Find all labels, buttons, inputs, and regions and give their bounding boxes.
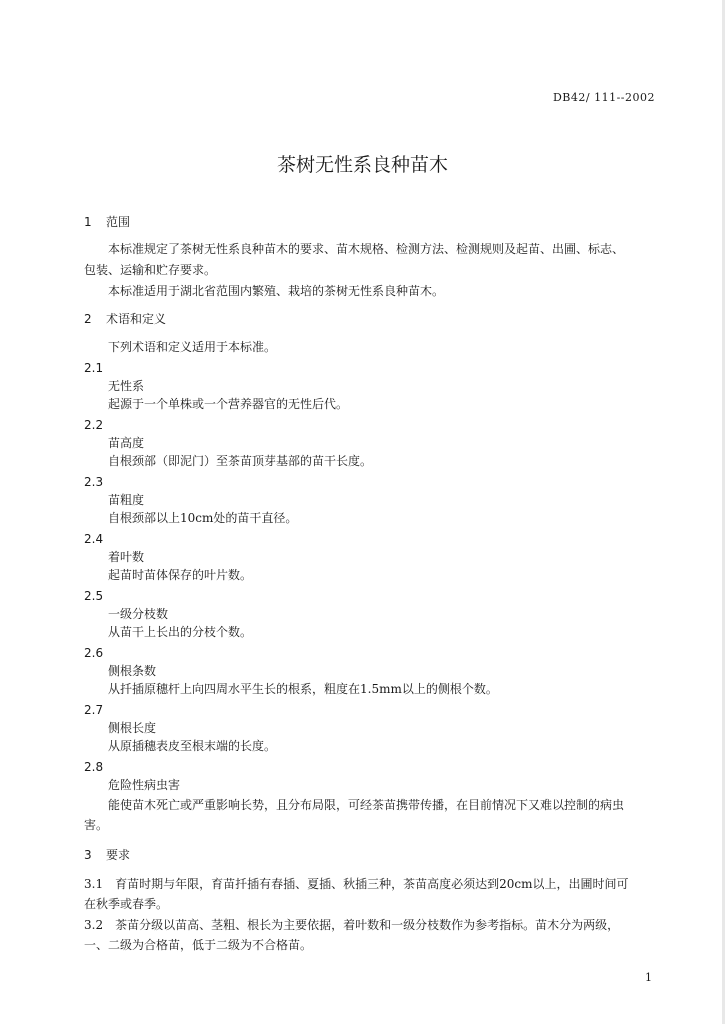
term-number: 2.4: [84, 532, 104, 546]
section-title: 范围: [106, 215, 131, 229]
term-number: 2.1: [84, 361, 104, 375]
section-title: 术语和定义: [106, 312, 167, 326]
requirement-line: 一、二级为合格苗，低于二级为不合格苗。: [84, 938, 313, 952]
term-definition: 能使苗木死亡或严重影响长势，且分布局限，可经茶苗携带传播，在目前情况下又难以控制的病虫: [108, 798, 625, 812]
term-name: 无性系: [108, 379, 145, 393]
paragraph-line: 本标准适用于湖北省范围内繁殖、栽培的茶树无性系良种苗木。: [108, 284, 445, 298]
term-name: 苗粗度: [108, 493, 145, 507]
requirement-line: 3.2 茶苗分级以苗高、茎粗、根长为主要依据，着叶数和一级分枝数作为参考指标。苗木分为两级，: [84, 918, 620, 932]
section-title: 要求: [106, 848, 131, 862]
section-2-heading: [84, 311, 166, 328]
term-number: 2.8: [84, 760, 104, 774]
term-definition: 从扦插原穗杆上向四周水平生长的根系，粗度在1.5mm以上的侧根个数。: [108, 682, 498, 696]
term-name: 侧根长度: [108, 721, 157, 735]
section-number: 1: [84, 215, 92, 229]
term-name: 侧根条数: [108, 664, 157, 678]
term-number: 2.5: [84, 589, 104, 603]
term-name: 一级分枝数: [108, 607, 169, 621]
term-name: 着叶数: [108, 550, 145, 564]
section-1-heading: [84, 214, 130, 231]
term-definition: 起源于一个单株或一个营养器官的无性后代。: [108, 397, 349, 411]
section-number: 3: [84, 848, 92, 862]
term-number: 2.3: [84, 475, 104, 489]
term-name: 危险性病虫害: [108, 778, 181, 792]
paragraph-line: 包装、运输和贮存要求。: [84, 263, 217, 277]
term-definition: 起苗时苗体保存的叶片数。: [108, 568, 253, 582]
term-name: 苗高度: [108, 436, 145, 450]
requirement-line: 在秋季或春季。: [84, 897, 169, 911]
term-number: 2.2: [84, 418, 104, 432]
page-number: 1: [645, 971, 652, 984]
paragraph-line: 下列术语和定义适用于本标准。: [108, 340, 277, 354]
section-number: 2: [84, 312, 92, 326]
requirement-line: 3.1 育苗时期与年限，育苗扦插有春插、夏插、秋插三种，茶苗高度必须达到20cm以上，出圃时间可: [84, 877, 629, 891]
term-definition: 自根颈部以上10cm处的苗干直径。: [108, 511, 298, 525]
section-3-heading: [84, 847, 130, 864]
term-definition: 从原插穗表皮至根末端的长度。: [108, 739, 277, 753]
term-definition: 从苗干上长出的分枝个数。: [108, 625, 253, 639]
term-definition: 自根颈部（即泥门）至茶苗顶芽基部的苗干长度。: [108, 454, 373, 468]
paragraph-line: 本标准规定了茶树无性系良种苗木的要求、苗木规格、检测方法、检测规则及起苗、出圃、标志、: [108, 242, 625, 256]
document-title: 茶树无性系良种苗木: [276, 154, 448, 176]
term-number: 2.7: [84, 703, 104, 717]
term-number: 2.6: [84, 646, 104, 660]
term-definition-continued: 害。: [84, 818, 109, 832]
standard-code: DB42/ 111--2002: [552, 91, 655, 104]
